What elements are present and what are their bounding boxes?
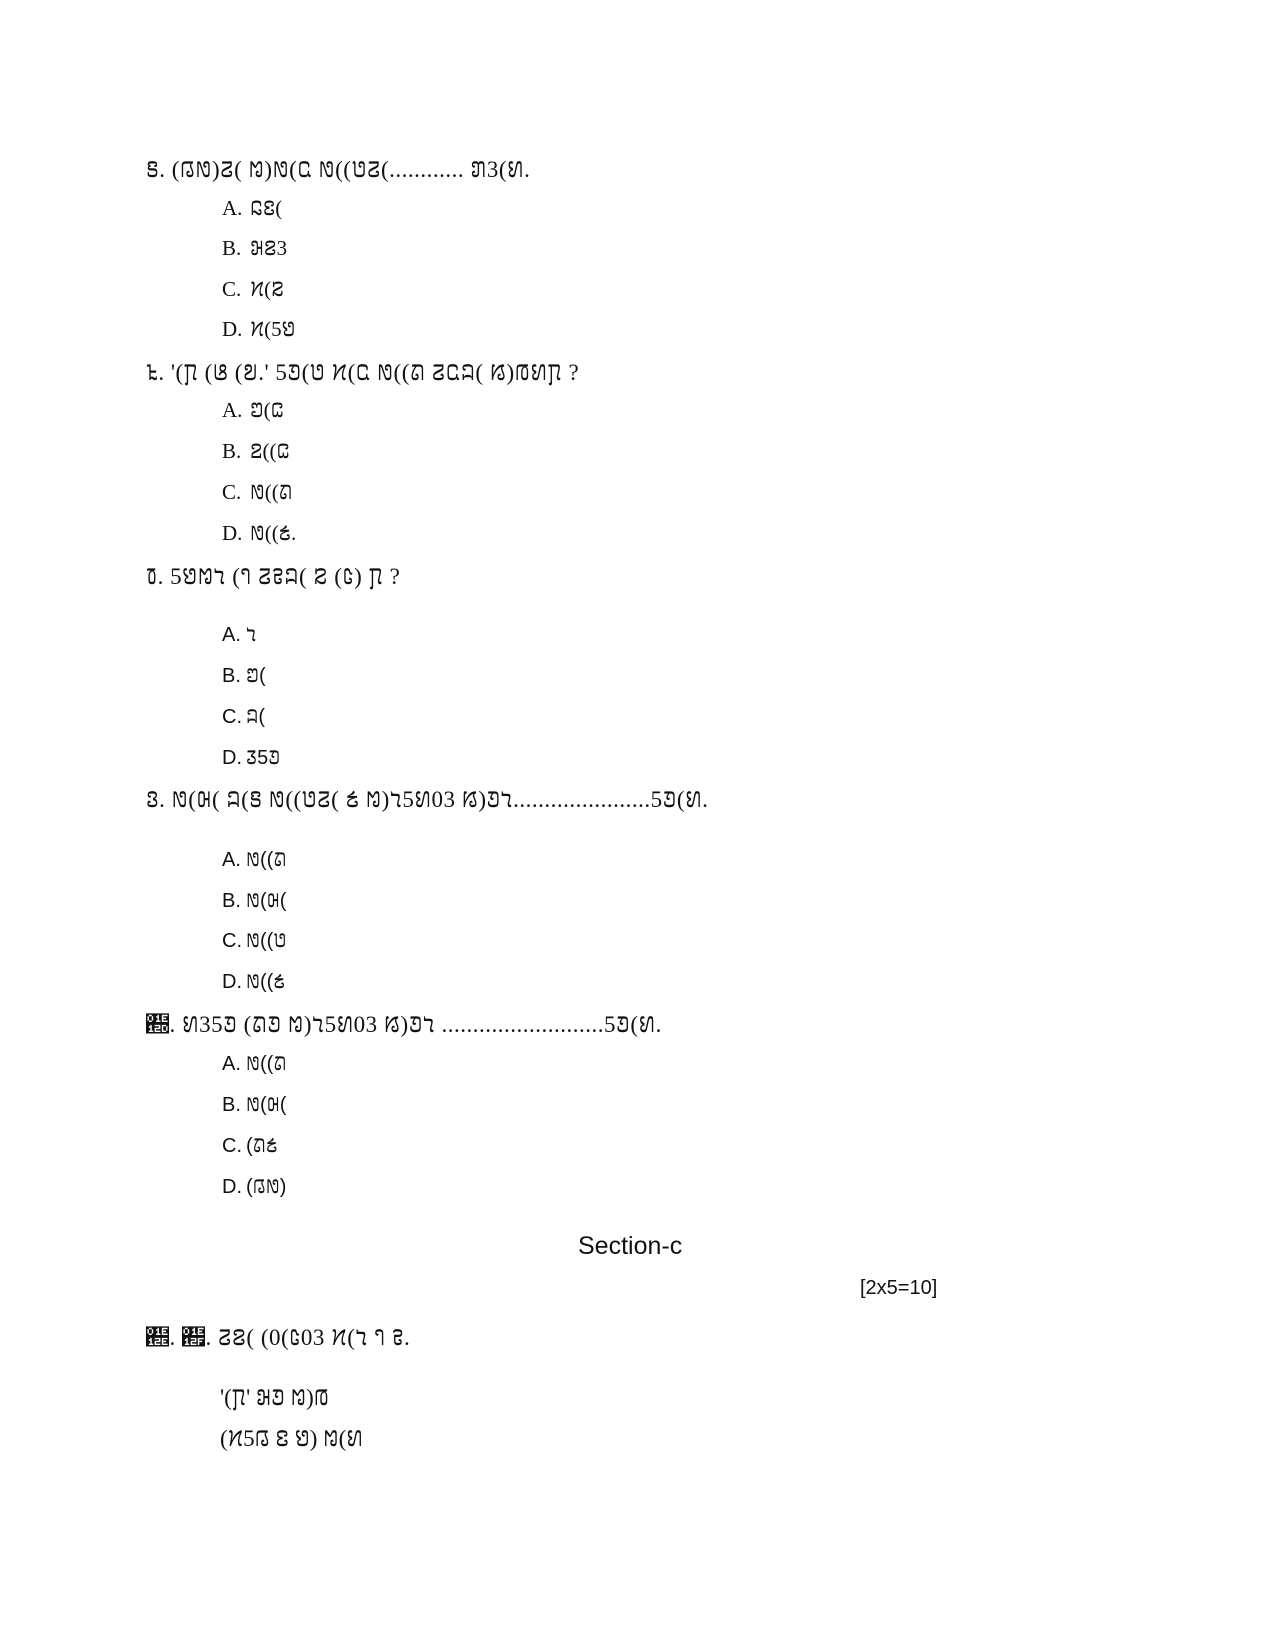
option-label: D. bbox=[222, 521, 243, 545]
question-1: 𞄩. (𞄀𞄂)𞄉( 𞄌)𞄂(𞄏 𞄂((𞄃𞄉(............ 𞄄3(𞄅. bbox=[146, 157, 531, 182]
question-5-option-d bbox=[222, 1172, 286, 1199]
option-label: D. bbox=[222, 747, 242, 769]
option-label: C. bbox=[222, 706, 242, 728]
question-4-option-b bbox=[222, 886, 286, 913]
option-text: 𞄐𞄑( bbox=[250, 196, 283, 220]
option-label: A. bbox=[222, 196, 243, 220]
option-text: 𞄣 bbox=[246, 624, 257, 646]
option-label: B. bbox=[222, 1094, 241, 1116]
question-4-option-a bbox=[222, 845, 286, 872]
option-label: C. bbox=[222, 930, 242, 952]
option-text: 𞄂(𞄨( bbox=[246, 890, 287, 912]
question-5-option-b bbox=[222, 1090, 286, 1117]
question-3-option-a bbox=[222, 620, 257, 647]
option-label: C. bbox=[222, 277, 242, 301]
option-text: 𞄂((𞄢 bbox=[246, 971, 286, 993]
option-label: D. bbox=[222, 971, 242, 993]
option-text: 𞄔(𞄕 bbox=[250, 277, 285, 301]
option-text: 𞄧5𞄚 bbox=[246, 747, 281, 769]
question-2-option-b bbox=[222, 437, 290, 465]
question-5-option-c bbox=[222, 1131, 278, 1158]
question-3: 𞄫. 5𞄖𞄌𞄣 (𞄤 𞄉𞄥𞄜( 𞄕 (𞄦) 𞄗 ? bbox=[146, 564, 401, 589]
option-text: 𞄡((𞄠 bbox=[250, 439, 290, 463]
question-1-option-a bbox=[222, 194, 282, 222]
option-text: 𞄟( bbox=[246, 665, 266, 687]
option-label: A. bbox=[222, 624, 241, 646]
option-label: B. bbox=[222, 665, 241, 687]
section-marks: [2x5=10] bbox=[860, 1277, 938, 1299]
option-text: (𞄀𞄂) bbox=[246, 1176, 287, 1198]
option-label: C. bbox=[222, 480, 242, 504]
option-label: D. bbox=[222, 317, 243, 341]
option-label: A. bbox=[222, 398, 243, 422]
option-text: 𞄒𞄓3 bbox=[250, 236, 288, 260]
question-2: 𞄪. '(𞄗 (𞄘 (𞄙.' 5𞄚(𞄃 𞄔(𞄏 𞄂((𞄛 𞄉𞄏𞄜( 𞄝)𞄞𞄅𞄗 ? bbox=[146, 360, 580, 385]
option-text: 𞄂(𞄨( bbox=[246, 1094, 287, 1116]
final-question-line-1: '(𞄗' 𞄒𞄚 𞄌)𞄞 bbox=[220, 1385, 330, 1410]
question-3-option-c bbox=[222, 702, 265, 729]
question-2-option-a bbox=[222, 396, 284, 424]
final-question-line-2: (𞄔5𞄀 𞄑 𞄖) 𞄌(𞄅 bbox=[220, 1426, 363, 1451]
option-text: 𞄂((𞄛 bbox=[246, 1053, 287, 1075]
question-4: 𞄬. 𞄂(𞄨( 𞄜(𞄩 𞄂((𞄃𞄉( 𞄢 𞄌)𞄣5𞄅03 𞄝)𞄚𞄣......................5𞄚(𞄅. bbox=[146, 787, 709, 812]
question-1-option-b bbox=[222, 234, 287, 262]
question-3-option-d bbox=[222, 743, 280, 770]
question-2-option-c bbox=[222, 478, 293, 506]
option-text: (𞄛𞄢 bbox=[246, 1135, 278, 1157]
question-3-option-b bbox=[222, 661, 266, 688]
question-4-option-c bbox=[222, 926, 286, 953]
option-text: 𞄂((𞄛 bbox=[246, 849, 287, 871]
option-label: B. bbox=[222, 236, 242, 260]
question-1-option-d bbox=[222, 315, 295, 343]
option-text: 𞄜( bbox=[246, 706, 266, 728]
question-4-option-d bbox=[222, 967, 285, 994]
section-title: Section-c bbox=[578, 1232, 683, 1260]
option-text: 𞄂((𞄛 bbox=[250, 480, 293, 504]
option-label: D. bbox=[222, 1176, 242, 1198]
option-label: B. bbox=[222, 890, 241, 912]
option-text: 𞄂((𞄢. bbox=[250, 521, 297, 545]
option-text: 𞄂((𞄃 bbox=[246, 930, 287, 952]
question-1-option-c bbox=[222, 275, 284, 303]
question-2-option-d bbox=[222, 519, 296, 547]
option-label: B. bbox=[222, 439, 242, 463]
final-question: 𞄮. 𞄯. 𞄉𞄓( (0(𞄦03 𞄔(𞄣 𞄤 𞄥. bbox=[146, 1325, 411, 1350]
option-text: 𞄔(5𞄖 bbox=[250, 317, 296, 341]
option-label: A. bbox=[222, 849, 241, 871]
option-text: 𞄟(𞄠 bbox=[250, 398, 284, 422]
question-5-option-a bbox=[222, 1049, 286, 1076]
option-label: A. bbox=[222, 1053, 241, 1075]
option-label: C. bbox=[222, 1135, 242, 1157]
question-5: 𞄭. 𞄅35𞄚 (𞄛𞄚 𞄌)𞄣5𞄅03 𞄝)𞄚𞄣 ..........................5𞄚(𞄅. bbox=[146, 1012, 662, 1037]
